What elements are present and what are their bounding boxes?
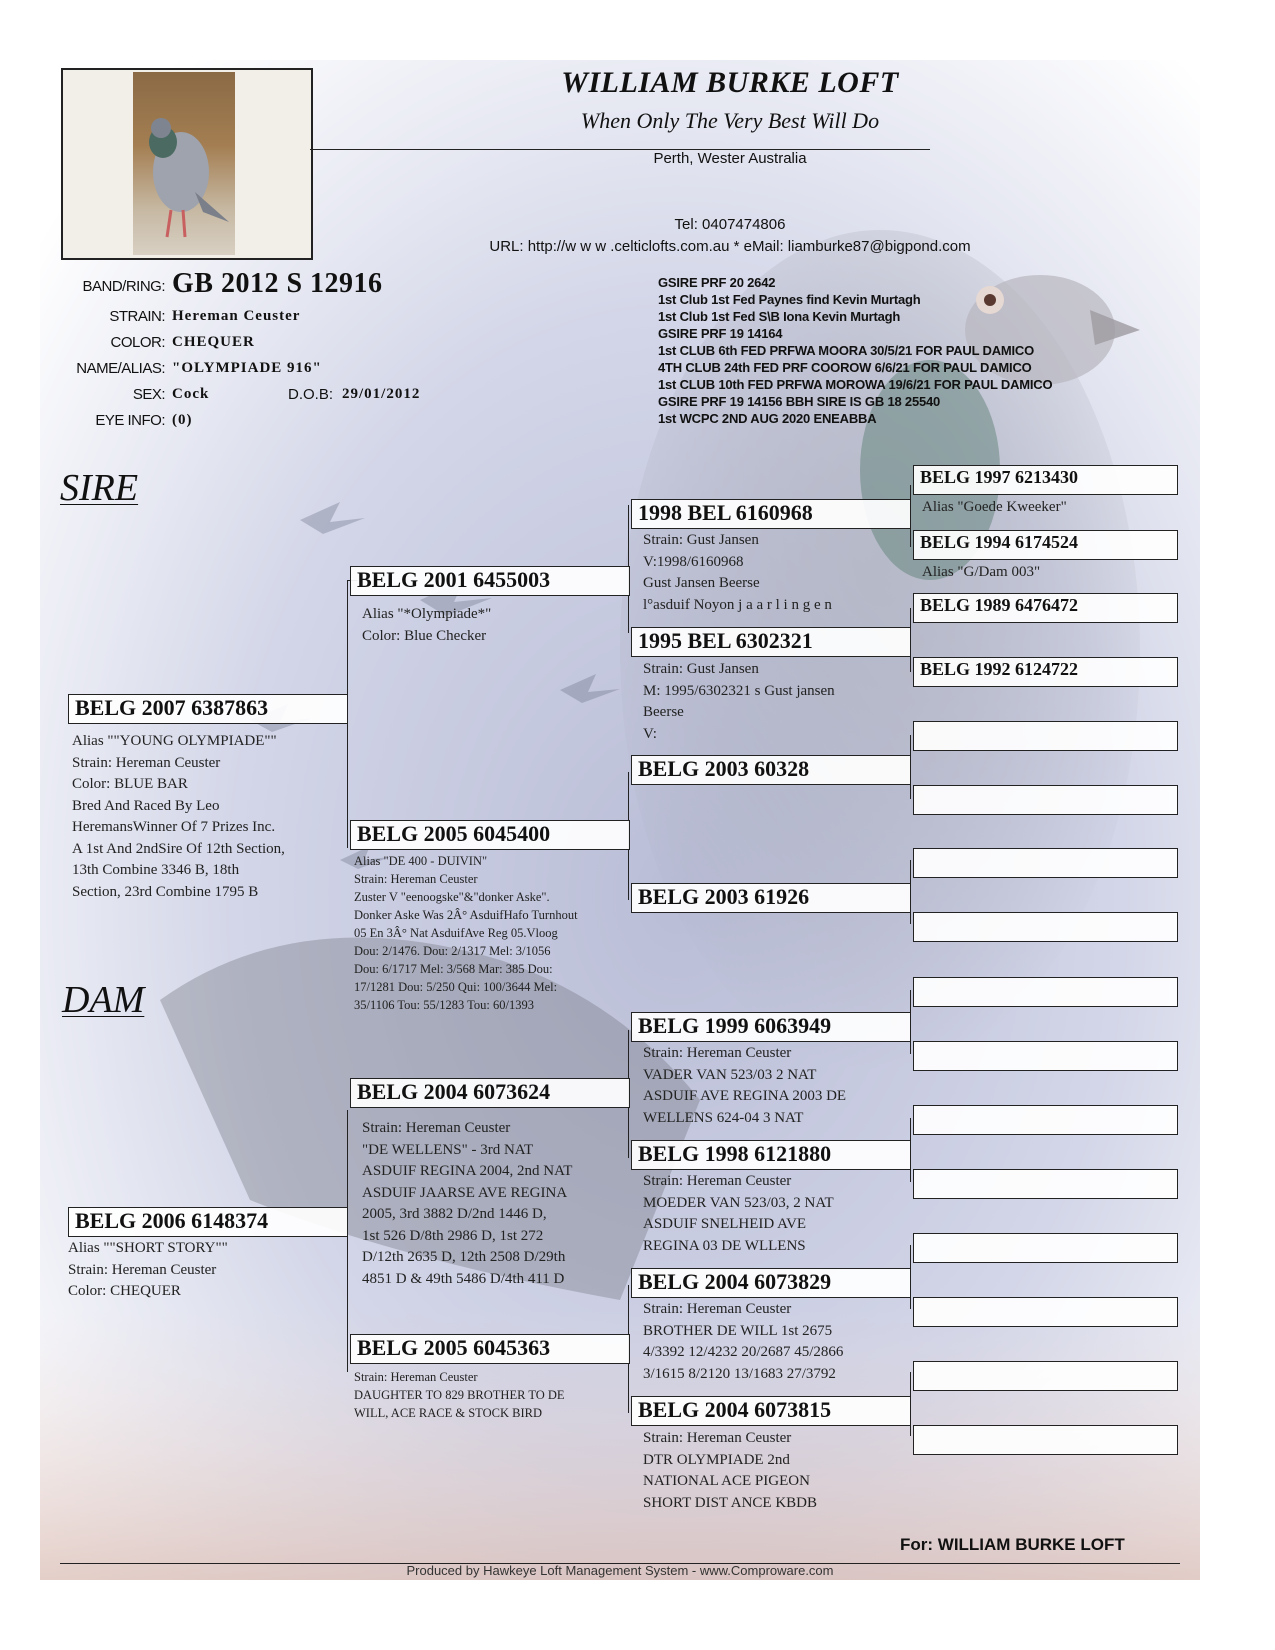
sds-ring: BELG 2003 60328 [631, 755, 911, 785]
gen4-empty-box [913, 977, 1178, 1007]
sss-info: Strain: Gust Jansen V:1998/6160968 Gust Jansen Beerse l°asduif Noyon j a a r l i n g e n [643, 532, 832, 613]
performance-line: 1st CLUB 6th FED PRFWA MOORA 30/5/21 FOR PAUL DAMICO [658, 343, 1035, 358]
performance-line: 4TH CLUB 24th FED PRF COOROW 6/6/21 FOR PAUL DAMICO [658, 360, 1032, 375]
dam-bracket [347, 1110, 348, 1372]
footer-produced-by: Produced by Hawkeye Loft Management System - www.Comproware.com [406, 1563, 834, 1578]
sire-dam-ring: BELG 2005 6045400 [350, 820, 630, 850]
name-alias-label: NAME/ALIAS: [76, 360, 165, 377]
dam-dam-ring: BELG 2005 6045363 [350, 1334, 630, 1364]
sss-ring: 1998 BEL 6160968 [631, 499, 911, 529]
ddd-ring: BELG 2004 6073815 [631, 1396, 911, 1426]
performance-line: 1st WCPC 2ND AUG 2020 ENEABBA [658, 411, 877, 426]
gen4-alias: Alias "G/Dam 003" [922, 564, 1041, 580]
loft-url-email: URL: http://w w w .celticlofts.com.au * eMail: liamburke87@bigpond.com [489, 238, 971, 255]
gen4-empty-box [913, 1297, 1178, 1327]
eye-info-value: (0) [172, 412, 193, 428]
loft-telephone: Tel: 0407474806 [674, 216, 786, 233]
pigeon-photo-frame [61, 68, 313, 260]
band-value: GB 2012 S 12916 [172, 268, 383, 299]
gen4-alias: Alias "Goede Kweeker" [922, 499, 1067, 515]
loft-title: WILLIAM BURKE LOFT [561, 66, 899, 99]
dam-dam-info: Strain: Hereman Ceuster DAUGHTER TO 829 BROTHER TO DE WILL, ACE RACE & STOCK BIRD [354, 1370, 565, 1420]
gen4-ring: BELG 1997 6213430 [913, 465, 1178, 495]
sdd-ring: BELG 2003 61926 [631, 883, 911, 913]
dss-ring: BELG 1999 6063949 [631, 1012, 911, 1042]
dob-value: 29/01/2012 [342, 386, 421, 402]
band-label: BAND/RING: [82, 278, 165, 295]
dam-info: Alias ""SHORT STORY"" Strain: Hereman Ceuster Color: CHEQUER [68, 1240, 228, 1299]
dob-label: D.O.B: [288, 386, 334, 403]
strain-label: STRAIN: [109, 308, 165, 325]
performance-line: 1st CLUB 10th FED PRFWA MOROWA 19/6/21 FOR PAUL DAMICO [658, 377, 1053, 392]
pigeon-photo [133, 72, 235, 255]
gen4-empty-box [913, 1233, 1178, 1263]
dsd-info: Strain: Hereman Ceuster MOEDER VAN 523/03, 2 NAT ASDUIF SNELHEID AVE REGINA 03 DE WLLENS [643, 1173, 834, 1254]
ssd-info: Strain: Gust Jansen M: 1995/6302321 s Gust jansen Beerse V: [643, 661, 835, 742]
performance-line: 1st Club 1st Fed S\B Iona Kevin Murtagh [658, 309, 901, 324]
dam-sire-info: Strain: Hereman Ceuster "DE WELLENS" - 3rd NAT ASDUIF REGINA 2004, 2nd NAT ASDUIF JAARSE AVE REGINA 2005, 3rd 3882 D/2nd 1446 D, 1st 526 D/8th 2986 D, 1st 272 D/12th 2635 D, 12th 2508 D/29th 4851 D & 49th 5486 D/4th 411 D [362, 1120, 573, 1287]
pigeon-image [133, 72, 235, 255]
gen4-empty-box [913, 1425, 1178, 1455]
sex-label: SEX: [132, 386, 165, 403]
color-label: COLOR: [110, 334, 165, 351]
eye-info-label: EYE INFO: [95, 412, 165, 429]
gen4-empty-box [913, 912, 1178, 942]
gen4-ring: BELG 1989 6476472 [913, 593, 1178, 623]
loft-subtitle: When Only The Very Best Will Do [580, 108, 880, 133]
gen4-empty-box [913, 848, 1178, 878]
performance-line: GSIRE PRF 19 14164 [658, 326, 783, 341]
dam-ring: BELG 2006 6148374 [68, 1207, 348, 1237]
sire-sire-ring: BELG 2001 6455003 [350, 566, 630, 596]
strain-value: Hereman Ceuster [172, 308, 301, 324]
sex-value: Cock [172, 386, 210, 402]
gen4-empty-box [913, 721, 1178, 751]
dss-info: Strain: Hereman Ceuster VADER VAN 523/03 2 NAT ASDUIF AVE REGINA 2003 DE WELLENS 624-04 3 NAT [643, 1045, 847, 1126]
footer-for-loft: For: WILLIAM BURKE LOFT [900, 1535, 1125, 1554]
gen4-empty-box [913, 1361, 1178, 1391]
sire-ring: BELG 2007 6387863 [68, 694, 348, 724]
dds-info: Strain: Hereman Ceuster BROTHER DE WILL 1st 2675 4/3392 12/4232 20/2687 45/2866 3/1615 8/2120 13/1683 27/3792 [643, 1301, 844, 1382]
loft-location: Perth, Wester Australia [653, 150, 807, 167]
sire-dam-info: Alias "DE 400 - DUIVIN" Strain: Hereman Ceuster Zuster V "eenoogske"&"donker Aske". Donker Aske Was 2Â° AsduifHafo Turnhout 05 En 3Â° Nat AsduifAve Reg 05.Vloog Dou: 2/1476. Dou: 2/1317 Mel: 3/1056 Dou: 6/1717 Mel: 3/568 Mar: 385 Dou: 17/1281 Dou: 5/250 Qui: 100/3644 Mel: 35/1106 Tou: 55/1283 Tou: 60/1393 [354, 854, 578, 1012]
color-value: CHEQUER [172, 334, 255, 350]
gen4-empty-box [913, 785, 1178, 815]
gen4-ring: BELG 1994 6174524 [913, 530, 1178, 560]
sire-section-label: SIRE [60, 467, 139, 509]
sire-sire-info: Alias "*Olympiade*" Color: Blue Checker [362, 606, 492, 644]
gen4-empty-box [913, 1105, 1178, 1135]
ssd-ring: 1995 BEL 6302321 [631, 627, 911, 657]
performance-line: GSIRE PRF 19 14156 BBH SIRE IS GB 18 25540 [658, 394, 941, 409]
dsd-ring: BELG 1998 6121880 [631, 1140, 911, 1170]
ddd-info: Strain: Hereman Ceuster DTR OLYMPIADE 2nd NATIONAL ACE PIGEON SHORT DIST ANCE KBDB [643, 1430, 817, 1511]
sire-info: Alias ""YOUNG OLYMPIADE"" Strain: Hereman Ceuster Color: BLUE BAR Bred And Raced By Leo HeremansWinner Of 7 Prizes Inc. A 1st And 2ndSire Of 12th Section, 13th Combine 3346 B, 18th Section, 23rd Combine 1795 B [72, 733, 285, 900]
dam-section-label: DAM [62, 979, 145, 1021]
dds-ring: BELG 2004 6073829 [631, 1268, 911, 1298]
dam-sire-ring: BELG 2004 6073624 [350, 1078, 630, 1108]
gen4-empty-box [913, 1041, 1178, 1071]
name-alias-value: "OLYMPIADE 916" [172, 360, 322, 376]
gen4-ring: BELG 1992 6124722 [913, 657, 1178, 687]
performance-line: GSIRE PRF 20 2642 [658, 275, 776, 290]
performance-line: 1st Club 1st Fed Paynes find Kevin Murtagh [658, 292, 921, 307]
gen4-empty-box [913, 1169, 1178, 1199]
